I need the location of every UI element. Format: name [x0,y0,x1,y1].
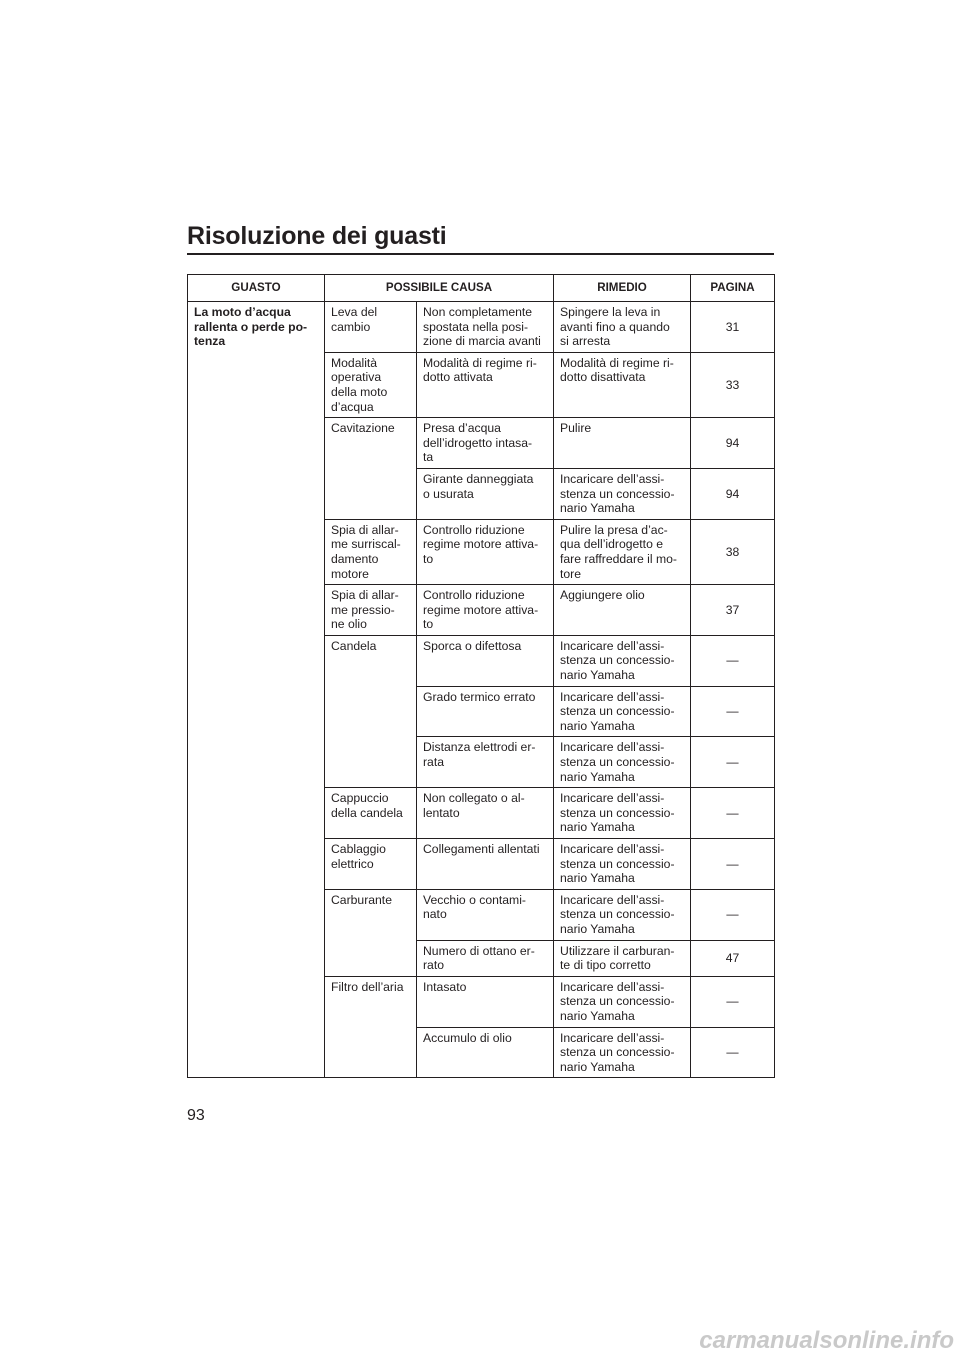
component-cell: Cavitazione [325,418,417,520]
table-header-row [188,275,775,302]
remedy-cell: Pulire [554,418,691,469]
troubleshooting-table [187,274,775,1078]
page-ref-cell: — [691,889,775,940]
component-cell: Spia di allar- me surriscal- damento motore [325,519,417,584]
page-ref-cell: 94 [691,418,775,469]
header-possibile-causa: POSSIBILE CAUSA [325,275,554,302]
component-cell: Cappuccio della candela [325,788,417,839]
remedy-cell: Incaricare dell’assi- stenza un concessio- nario Yamaha [554,686,691,737]
page-ref-cell: 38 [691,519,775,584]
page-ref-cell: — [691,976,775,1027]
page-ref-cell: 33 [691,352,775,417]
cause-cell: Accumulo di olio [417,1027,554,1078]
header-guasto: GUASTO [188,275,325,302]
page-ref-cell: — [691,1027,775,1078]
cause-cell: Intasato [417,976,554,1027]
component-cell: Modalità operativa della moto d’acqua [325,352,417,417]
page-ref-cell: — [691,839,775,890]
header-rimedio: RIMEDIO [554,275,691,302]
component-cell: Leva del cambio [325,302,417,353]
cause-cell: Vecchio o contami- nato [417,889,554,940]
header-pagina: PAGINA [691,275,775,302]
remedy-cell: Incaricare dell’assi- stenza un concessio- nario Yamaha [554,839,691,890]
title-rule [187,253,774,255]
component-cell: Candela [325,635,417,787]
remedy-cell: Incaricare dell’assi- stenza un concessio- nario Yamaha [554,976,691,1027]
remedy-cell: Incaricare dell’assi- stenza un concessio- nario Yamaha [554,737,691,788]
page-ref-cell: 37 [691,585,775,636]
page-title: Risoluzione dei guasti [187,222,447,250]
page-number: 93 [187,1107,205,1124]
page-ref-cell: — [691,737,775,788]
table-row [188,302,775,353]
remedy-cell: Incaricare dell’assi- stenza un concessio- nario Yamaha [554,1027,691,1078]
remedy-cell: Aggiungere olio [554,585,691,636]
watermark: carmanualsonline.info [699,1327,954,1354]
cause-cell: Presa d’acqua dell’idrogetto intasa- ta [417,418,554,469]
remedy-cell: Incaricare dell’assi- stenza un concessio- nario Yamaha [554,468,691,519]
problem-cell: La moto d’acqua rallenta o perde po- tenza [188,302,325,1078]
remedy-cell: Incaricare dell’assi- stenza un concessio- nario Yamaha [554,889,691,940]
page-ref-cell: — [691,788,775,839]
page-ref-cell: — [691,635,775,686]
cause-cell: Numero di ottano er- rato [417,940,554,976]
cause-cell: Sporca o difettosa [417,635,554,686]
table-body [188,302,775,1078]
page-ref-cell: 47 [691,940,775,976]
page-ref-cell: 94 [691,468,775,519]
cause-cell: Controllo riduzione regime motore attiva- to [417,519,554,584]
remedy-cell: Incaricare dell’assi- stenza un concessio- nario Yamaha [554,635,691,686]
cause-cell: Non completamente spostata nella posi- zione di marcia avanti [417,302,554,353]
cause-cell: Girante danneggiata o usurata [417,468,554,519]
remedy-cell: Modalità di regime ri- dotto disattivata [554,352,691,417]
remedy-cell: Pulire la presa d’ac- qua dell’idrogetto e fare raffreddare il mo- tore [554,519,691,584]
remedy-cell: Utilizzare il carburan- te di tipo corretto [554,940,691,976]
cause-cell: Controllo riduzione regime motore attiva- to [417,585,554,636]
cause-cell: Grado termico errato [417,686,554,737]
component-cell: Spia di allar- me pressio- ne olio [325,585,417,636]
component-cell: Carburante [325,889,417,976]
remedy-cell: Spingere la leva in avanti fino a quando si arresta [554,302,691,353]
remedy-cell: Incaricare dell’assi- stenza un concessio- nario Yamaha [554,788,691,839]
page-ref-cell: — [691,686,775,737]
page-ref-cell: 31 [691,302,775,353]
cause-cell: Distanza elettrodi er- rata [417,737,554,788]
cause-cell: Collegamenti allentati [417,839,554,890]
cause-cell: Non collegato o al- lentato [417,788,554,839]
component-cell: Cablaggio elettrico [325,839,417,890]
component-cell: Filtro dell’aria [325,976,417,1078]
cause-cell: Modalità di regime ri- dotto attivata [417,352,554,417]
